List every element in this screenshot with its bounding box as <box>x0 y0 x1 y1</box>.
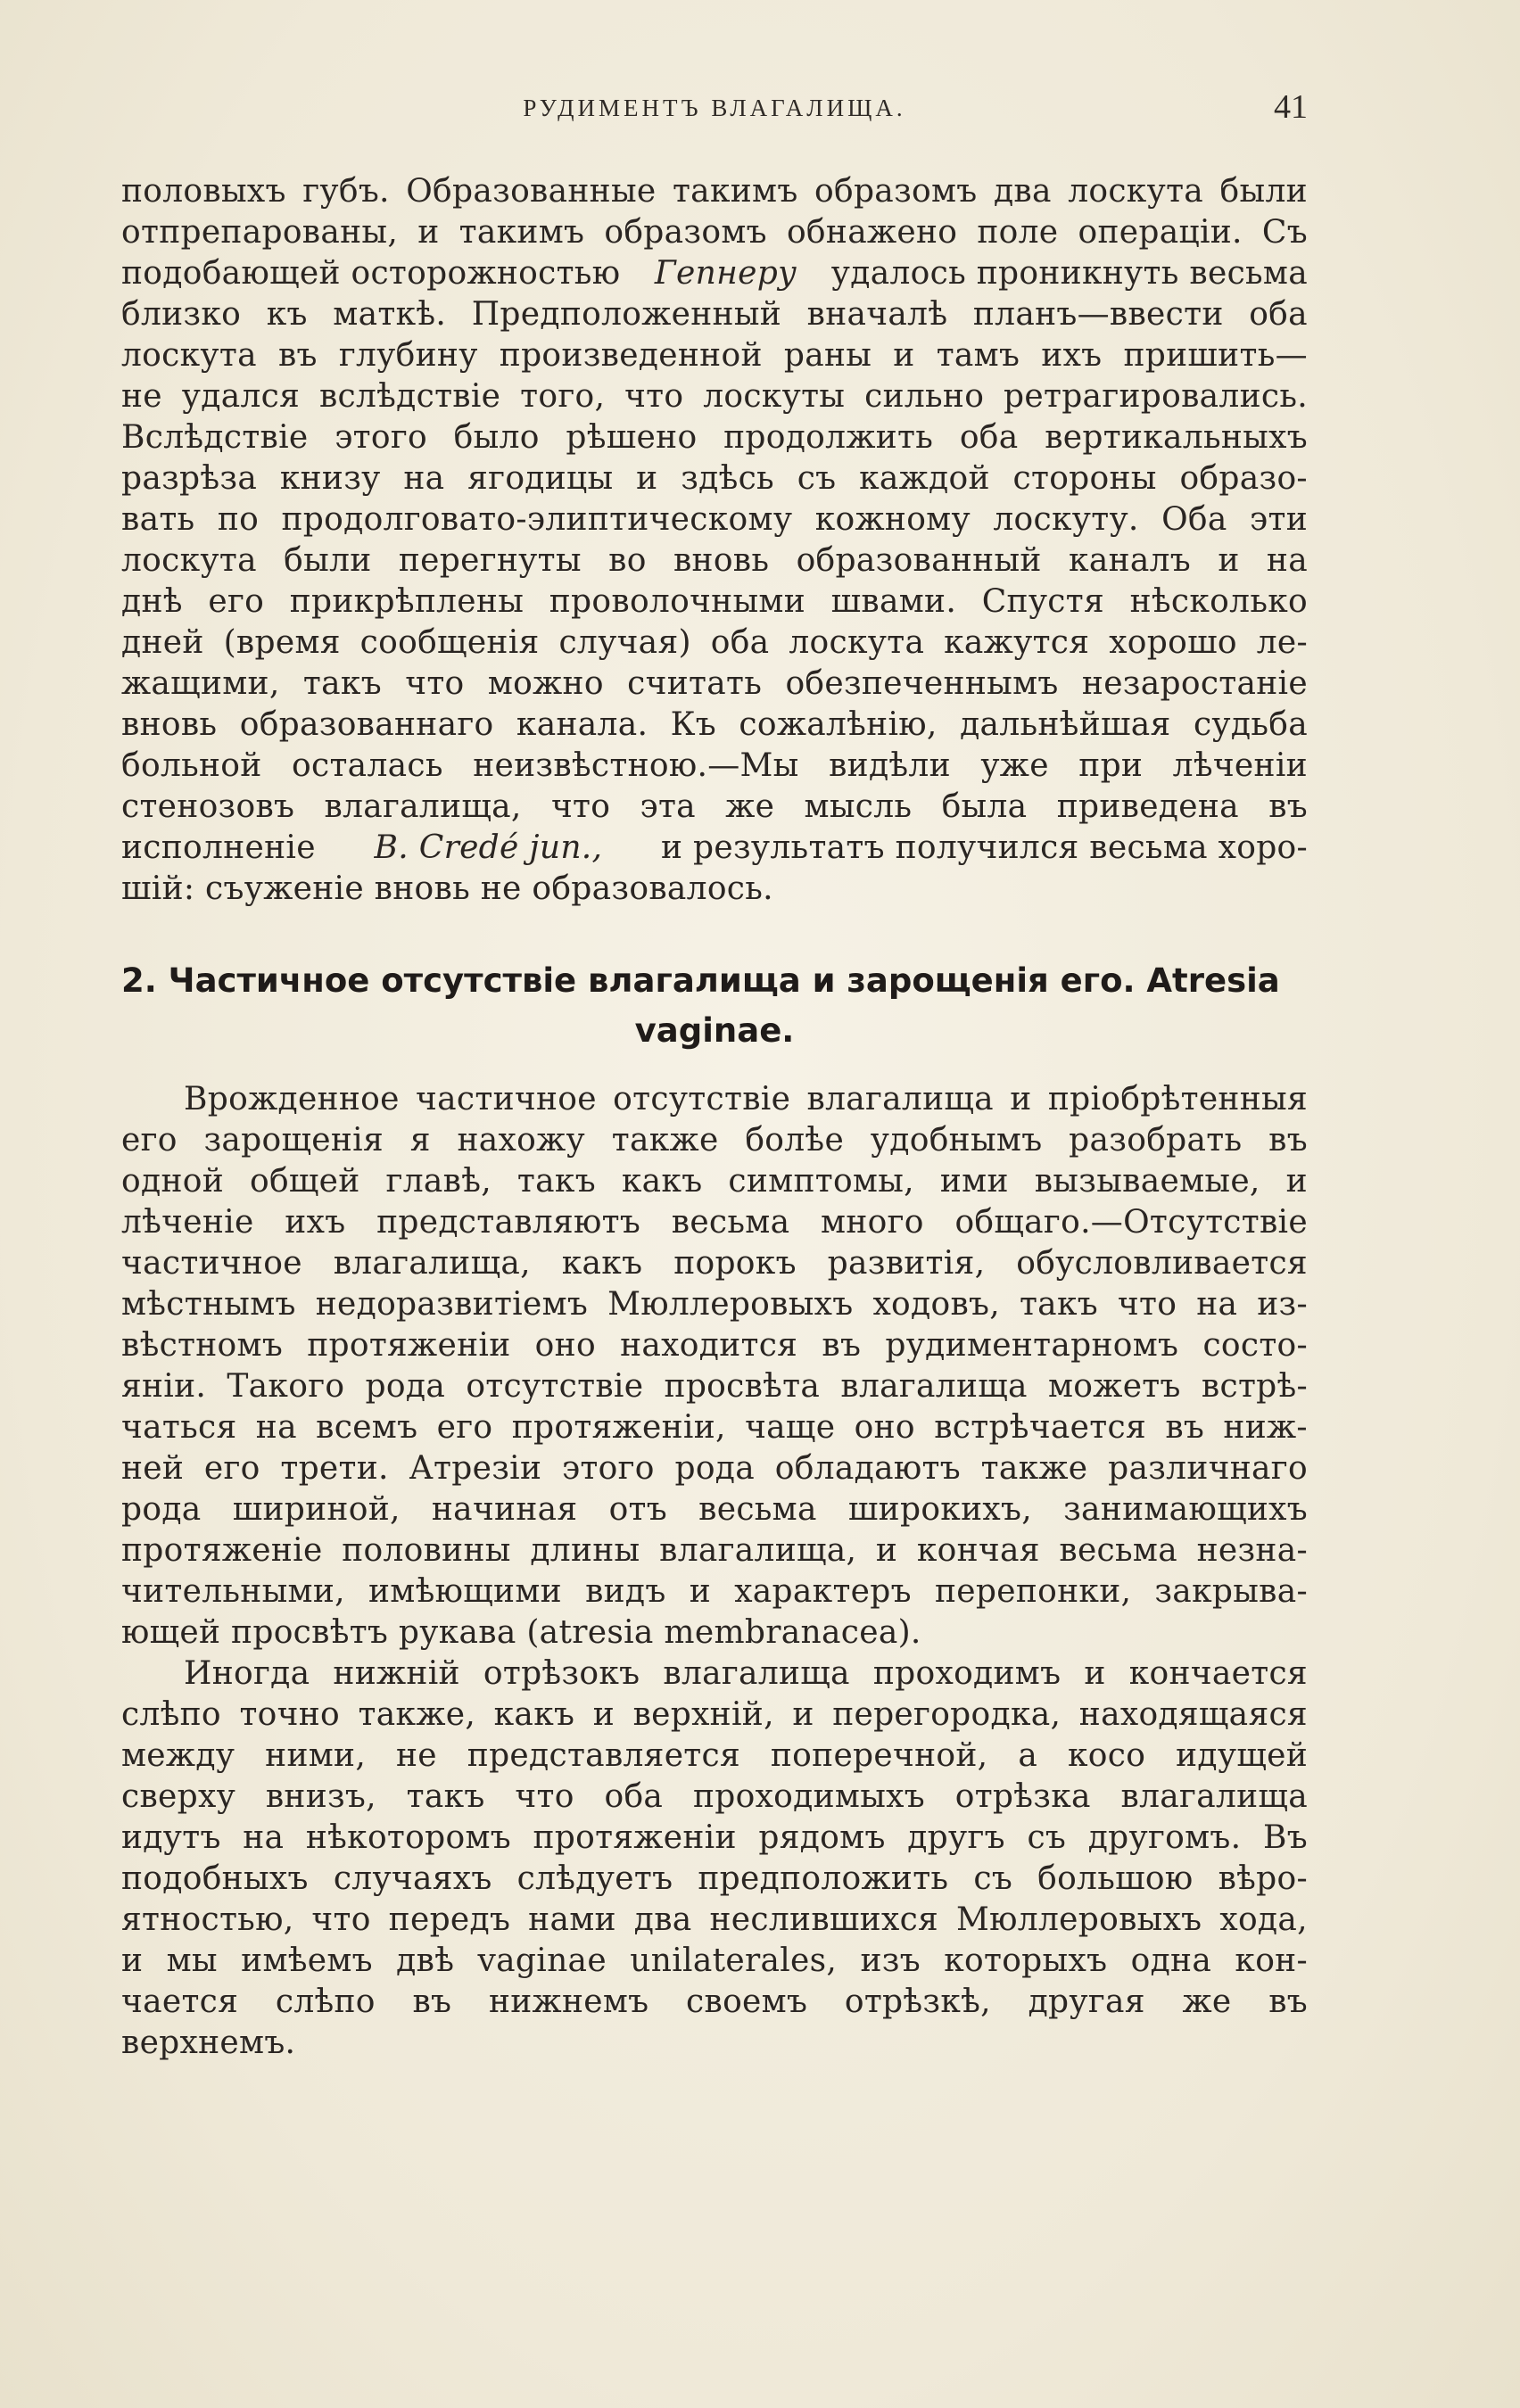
page-header <box>121 88 1308 137</box>
author-name-italic: B. Credé jun., <box>374 829 603 866</box>
text-line: чается слѣпо въ нижнемъ своемъ отрѣзкѣ, другая же въ <box>121 1983 1308 2020</box>
text-line: ней его трети. Атрезіи этого рода обладаютъ также различнаго <box>121 1450 1308 1487</box>
text-line: больной осталась неизвѣстною.—Мы видѣли уже при лѣченіи <box>121 747 1308 784</box>
page-number: 41 <box>1274 88 1308 126</box>
text-line: Врожденное частичное отсутствіе влагалища и пріобрѣтенныя <box>184 1081 1308 1117</box>
text-line: шій: съуженіе вновь не образовалось. <box>121 870 773 907</box>
text-line: рода шириной, начиная отъ весьма широкихъ, занимающихъ <box>121 1491 1308 1528</box>
text-line: днѣ его прикрѣплены проволочными швами. Спустя нѣсколько <box>121 583 1308 620</box>
text-line: Вслѣдствіе этого было рѣшено продолжить оба вертикальныхъ <box>121 419 1308 456</box>
text-line: яніи. Такого рода отсутствіе просвѣта влагалища можетъ встрѣ- <box>121 1368 1308 1405</box>
text-line: вѣстномъ протяженіи оно находится въ рудиментарномъ состо- <box>121 1327 1308 1364</box>
text-line: чаться на всемъ его протяженіи, чаще оно встрѣчается въ ниж- <box>121 1409 1308 1446</box>
text-line: не удался вслѣдствіе того, что лоскуты сильно ретрагировались. <box>121 378 1308 415</box>
text-line: жащими, такъ что можно считать обезпеченнымъ незаростаніе <box>121 665 1308 702</box>
text-line <box>121 828 1308 869</box>
text-line: лѣченіе ихъ представляютъ весьма много общаго.—Отсутствіе <box>121 1204 1308 1241</box>
text-line: отпрепарованы, и такимъ образомъ обнажено поле операціи. Съ <box>121 214 1308 251</box>
text-line: протяженіе половины длины влагалища, и кончая весьма незна- <box>121 1532 1308 1569</box>
text-line <box>121 253 1308 294</box>
running-head: РУДИМЕНТЪ ВЛАГАЛИЩА. <box>523 95 906 121</box>
text-line: сверху внизъ, такъ что оба проходимыхъ отрѣзка влагалища <box>121 1778 1308 1815</box>
text-line: подобныхъ случаяхъ слѣдуетъ предположить съ большою вѣро- <box>121 1860 1308 1897</box>
paragraph <box>121 1653 1308 2064</box>
text-line: лоскута были перегнуты во вновь образованный каналъ и на <box>121 542 1308 579</box>
paragraph <box>121 1079 1308 1653</box>
text-line: верхнемъ. <box>121 2025 296 2061</box>
text-line: его зарощенія я нахожу также болѣе удобнымъ разобрать въ <box>121 1122 1308 1159</box>
text-line: дней (время сообщенія случая) оба лоскута кажутся хорошо ле- <box>121 624 1308 661</box>
text-line: половыхъ губъ. Образованные такимъ образомъ два лоскута были <box>121 173 1308 210</box>
text-span: исполненіе <box>121 829 316 866</box>
body-text <box>121 171 1308 2064</box>
text-line: частичное влагалища, какъ порокъ развитія, обусловливается <box>121 1245 1308 1282</box>
section-heading <box>121 956 1308 1056</box>
text-line: одной общей главѣ, такъ какъ симптомы, ими вызываемые, и <box>121 1163 1308 1200</box>
section-heading-line: 2. Частичное отсутствіе влагалища и зарощенія его. Atresia <box>121 961 1280 1000</box>
text-line: идутъ на нѣкоторомъ протяженіи рядомъ другъ съ другомъ. Въ <box>121 1819 1308 1856</box>
paragraph-continued <box>121 171 1308 910</box>
text-span: и результатъ получился весьма хоро- <box>660 829 1308 866</box>
text-line: стенозовъ влагалища, что эта же мысль была приведена въ <box>121 788 1308 825</box>
text-line: чительными, имѣющими видъ и характеръ перепонки, закрыва- <box>121 1573 1308 1610</box>
text-line: мѣстнымъ недоразвитіемъ Мюллеровыхъ ходовъ, такъ что на из- <box>121 1286 1308 1323</box>
text-line: слѣпо точно также, какъ и верхній, и перегородка, находящаяся <box>121 1696 1308 1733</box>
section-heading-line: vaginae. <box>634 1011 795 1050</box>
author-name-italic: Гепнеру <box>654 255 797 292</box>
text-line: ющей просвѣтъ рукава (atresia membranacea). <box>121 1614 921 1651</box>
text-line: близко къ маткѣ. Предположенный вначалѣ планъ—ввести оба <box>121 296 1308 333</box>
text-line: ятностью, что передъ нами два неслившихся Мюллеровыхъ хода, <box>121 1901 1308 1938</box>
text-line: вать по продолговато-элиптическому кожному лоскуту. Оба эти <box>121 501 1308 538</box>
text-span: удалось проникнуть весьма <box>830 255 1308 292</box>
text-line: лоскута въ глубину произведенной раны и тамъ ихъ пришить— <box>121 337 1308 374</box>
text-line: вновь образованнаго канала. Къ сожалѣнію, дальнѣйшая судьба <box>121 706 1308 743</box>
text-line: разрѣза книзу на ягодицы и здѣсь съ каждой стороны образо- <box>121 460 1308 497</box>
text-line: между ними, не представляется поперечной, а косо идущей <box>121 1737 1308 1774</box>
text-line: и мы имѣемъ двѣ vaginae unilaterales, изъ которыхъ одна кон- <box>121 1942 1308 1979</box>
text-span: подобающей осторожностью <box>121 255 621 292</box>
text-line: Иногда нижній отрѣзокъ влагалища проходимъ и кончается <box>184 1655 1308 1692</box>
